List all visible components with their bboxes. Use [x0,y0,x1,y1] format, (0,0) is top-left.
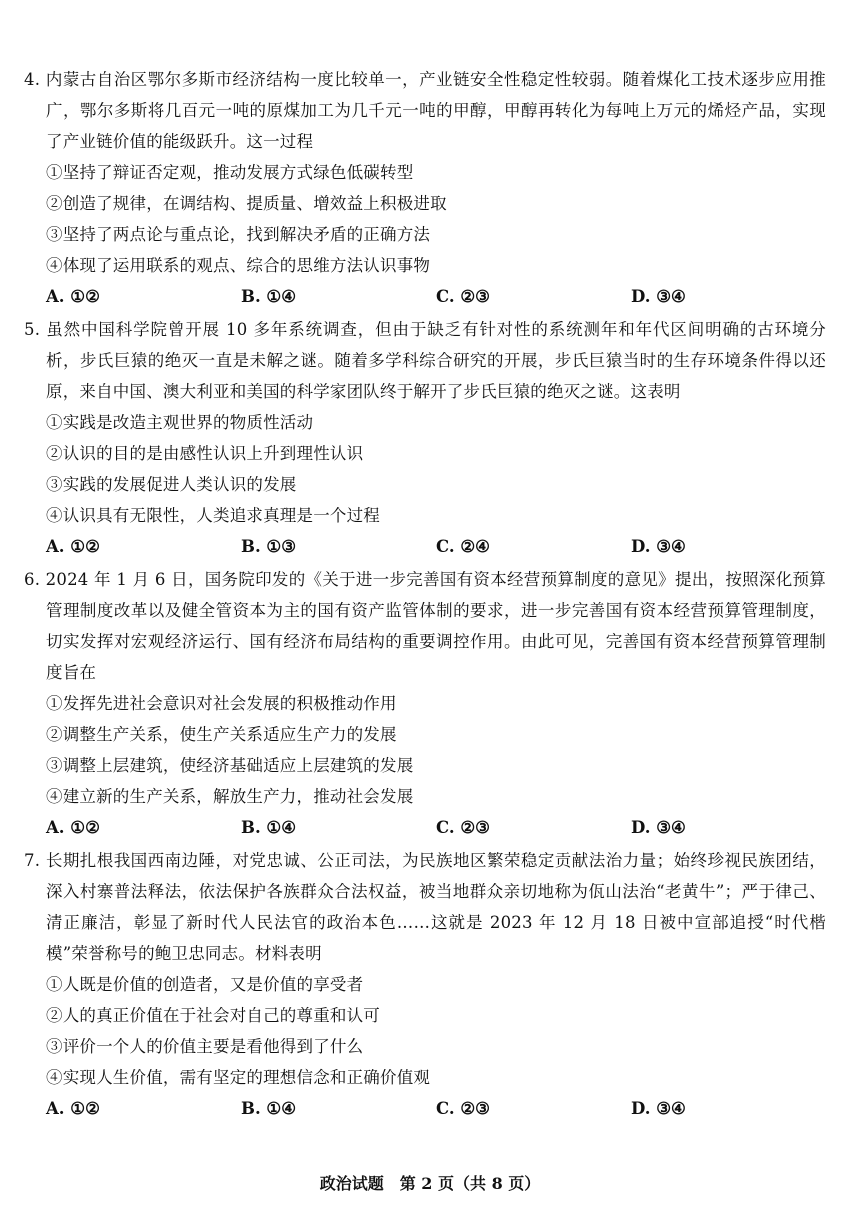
choice-c: C. ②③ [436,1099,490,1118]
option-4: ④建立新的生产关系，解放生产力，推动社会发展 [46,787,414,806]
choice-b: B. ①④ [241,287,297,306]
choice-a: A. ①② [46,537,100,556]
question-4 [24,64,826,312]
choice-b: B. ①③ [241,537,297,556]
question-7 [24,845,826,1124]
option-3: ③评价一个人的价值主要是看他得到了什么 [46,1037,364,1056]
page-footer: 政治试题 第 2 页（共 8 页） [319,1174,541,1193]
question-stem: 4. 内蒙古自治区鄂尔多斯市经济结构一度比较单一，产业链安全性稳定性较弱。随着煤化工技术逐步应用推广，鄂尔多斯将几百元一吨的原煤加工为几千元一吨的甲醇，甲醇再转化为每吨上万元的烯烃产品，实现了产业链价值的能级跃升。这一过程 [24,70,826,151]
answer-choices [24,812,826,843]
choice-d: D. ③④ [631,1099,686,1118]
choice-d: D. ③④ [631,287,686,306]
choice-d: D. ③④ [631,818,686,837]
choice-b: B. ①④ [241,818,297,837]
choice-b: B. ①④ [241,1099,297,1118]
choice-a: A. ①② [46,1099,100,1118]
option-1: ①人既是价值的创造者，又是价值的享受者 [46,975,364,994]
choice-a: A. ①② [46,818,100,837]
option-2: ②创造了规律，在调结构、提质量、增效益上积极进取 [46,194,447,213]
question-stem: 5. 虽然中国科学院曾开展 10 多年系统调查，但由于缺乏有针对性的系统测年和年代区间明确的古环境分析，步氏巨猿的绝灭一直是未解之谜。随着多学科综合研究的开展，步氏巨猿当时的生存环境条件得以还原，来自中国、澳大利亚和美国的科学家团队终于解开了步氏巨猿的绝灭之谜。这表明 [24,320,826,401]
answer-choices [24,281,826,312]
answer-choices [24,1093,826,1124]
option-2: ②调整生产关系，使生产关系适应生产力的发展 [46,725,397,744]
option-1: ①实践是改造主观世界的物质性活动 [46,413,314,432]
option-4: ④认识具有无限性，人类追求真理是一个过程 [46,506,380,525]
option-1: ①发挥先进社会意识对社会发展的积极推动作用 [46,694,397,713]
choice-c: C. ②④ [436,537,490,556]
question-5 [24,314,826,562]
option-2: ②认识的目的是由感性认识上升到理性认识 [46,444,364,463]
option-3: ③实践的发展促进人类认识的发展 [46,475,297,494]
answer-choices [24,531,826,562]
option-4: ④体现了运用联系的观点、综合的思维方法认识事物 [46,256,431,275]
choice-c: C. ②③ [436,818,490,837]
question-stem: 7. 长期扎根我国西南边陲，对党忠诚、公正司法，为民族地区繁荣稳定贡献法治力量；始终珍视民族团结，深入村寨普法释法，依法保护各族群众合法权益，被当地群众亲切地称为佤山法治“老黄牛”；严于律己、清正廉洁，彰显了新时代人民法官的政治本色……这就是 2023 年 12 月 18 日被中宣部追授“时代楷模”荣誉称号的鲍卫忠同志。材料表明 [24,851,826,963]
question-stem: 6. 2024 年 1 月 6 日，国务院印发的《关于进一步完善国有资本经营预算制度的意见》提出，按照深化预算管理制度改革以及健全管资本为主的国有资产监管体制的要求，进一步完善国有资本经营预算管理制度，切实发挥对宏观经济运行、国有经济布局结构的重要调控作用。由此可见，完善国有资本经营预算管理制度旨在 [24,570,826,682]
option-3: ③调整上层建筑，使经济基础适应上层建筑的发展 [46,756,414,775]
choice-c: C. ②③ [436,287,490,306]
choice-d: D. ③④ [631,537,686,556]
choice-a: A. ①② [46,287,100,306]
option-4: ④实现人生价值，需有坚定的理想信念和正确价值观 [46,1068,431,1087]
question-6 [24,564,826,843]
option-1: ①坚持了辩证否定观，推动发展方式绿色低碳转型 [46,163,414,182]
option-3: ③坚持了两点论与重点论，找到解决矛盾的正确方法 [46,225,431,244]
option-2: ②人的真正价值在于社会对自己的尊重和认可 [46,1006,380,1025]
